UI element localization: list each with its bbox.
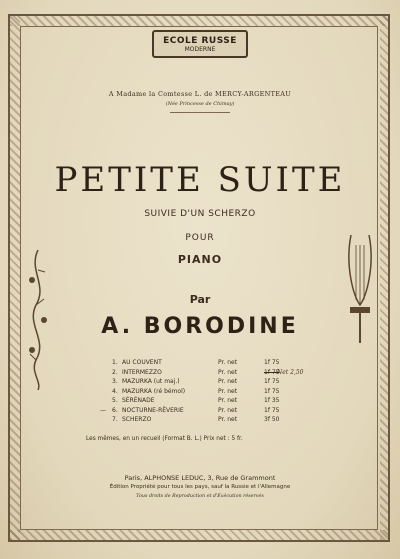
handwritten-mark: — [100, 406, 106, 414]
list-item: 4. MAZURKA (ré bémol) Pr. net 1f 75 [112, 387, 280, 395]
series-sub: MODERNE [184, 45, 216, 53]
collected-edition-note: Les mêmes, en un recueil (Format B. L.) Prix net : 5 fr. [86, 436, 243, 442]
page-title: PETITE SUITE [54, 160, 346, 200]
list-item: — 6. NOCTURNE-RÊVERIE Pr. net 1f 75 [100, 406, 280, 414]
subtitle: SUIVIE D'UN SCHERZO [144, 209, 256, 219]
series-name: ECOLE RUSSE [163, 35, 237, 46]
rights-notice: Tous droits de Reproduction et d'Exécution réservés [136, 494, 264, 499]
series-badge [152, 30, 248, 58]
publisher: Paris, ALPHONSE LEDUC, 3, Rue de Grammont [124, 474, 276, 482]
list-item: 3. MAZURKA (ut maj.) Pr. net 1f 75 [112, 378, 280, 385]
list-item: 1. AU COUVENT Pr. net 1f 75 [112, 359, 280, 366]
par-label: Par [189, 293, 211, 306]
list-item: 7. SCHERZO Pr. net 3f 50 [112, 416, 280, 423]
dedication: A Madame la Comtesse L. de MERCY-ARGENTEAU [108, 90, 292, 98]
list-item: 2. INTERMEZZO Pr. net 1f 75 Net 2,50 [112, 368, 304, 376]
piece-list [100, 358, 312, 425]
list-item: 5. SÉRÉNADE Pr. net 1f 35 [112, 397, 280, 404]
edition-notice: Édition Propriété pour tous les pays, sauf la Russie et l'Allemagne [109, 484, 291, 490]
pour-label: POUR [185, 233, 215, 243]
handwritten-price-note: Net 2,50 [277, 368, 304, 376]
dedication-sub: (Née Princesse de Chimay) [165, 101, 235, 107]
divider [170, 112, 230, 113]
instrument: PIANO [177, 253, 223, 266]
composer-name: A. BORODINE [101, 314, 299, 339]
